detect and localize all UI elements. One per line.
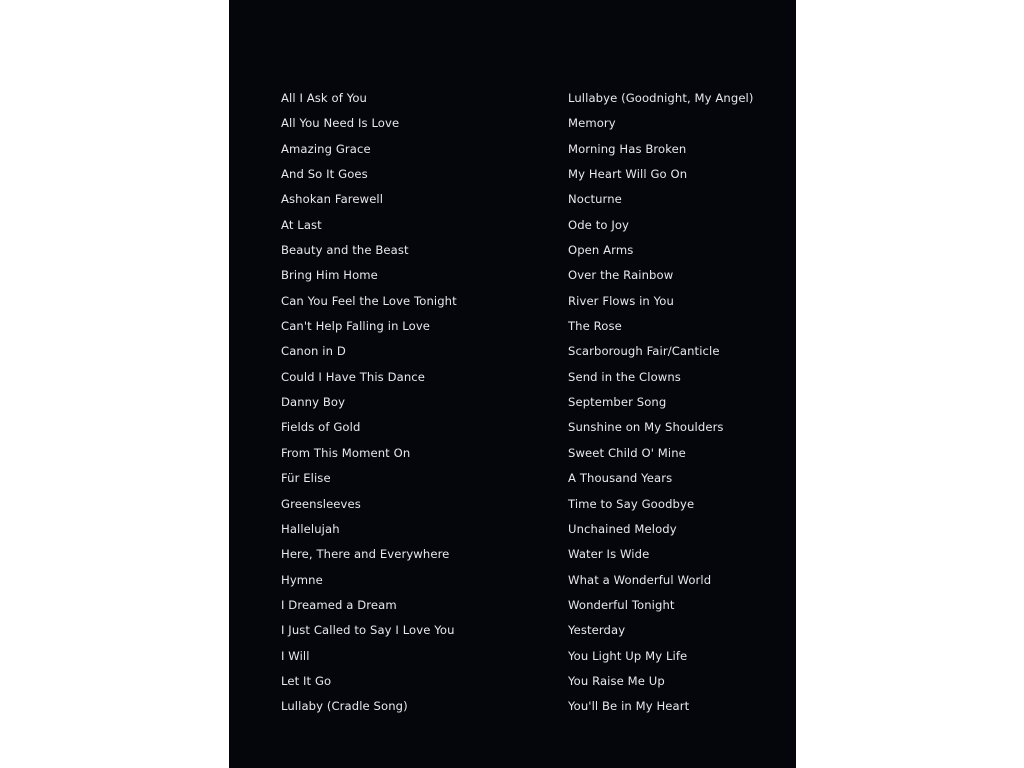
song-title: Over the Rainbow [568, 268, 674, 283]
song-title: I Will [281, 648, 310, 663]
song-title: You'll Be in My Heart [568, 699, 690, 714]
song-list-left-column [281, 88, 457, 722]
song-title: The Rose [568, 319, 622, 334]
song-title: Water Is Wide [568, 547, 650, 562]
song-title: Lullabye (Goodnight, My Angel) [568, 91, 754, 105]
song-title: Ode to Joy [568, 217, 630, 232]
song-title: And So It Goes [281, 167, 368, 182]
song-title: I Just Called to Say I Love You [281, 623, 455, 638]
song-title: Hallelujah [281, 521, 340, 536]
song-title: A Thousand Years [568, 471, 673, 486]
song-title: I Dreamed a Dream [281, 597, 397, 612]
song-list-page [229, 0, 796, 768]
song-title: My Heart Will Go On [568, 167, 688, 182]
song-title: From This Moment On [281, 445, 411, 460]
song-title: Lullaby (Cradle Song) [281, 699, 408, 714]
song-title: Open Arms [568, 243, 634, 258]
song-title: Nocturne [568, 192, 622, 207]
song-title: Canon in D [281, 344, 346, 359]
song-title: All You Need Is Love [281, 116, 400, 131]
song-title: Wonderful Tonight [568, 597, 675, 612]
song-title: September Song [568, 395, 667, 410]
song-title: Sweet Child O' Mine [568, 445, 686, 460]
song-title: Ashokan Farewell [281, 192, 384, 207]
song-title: Greensleeves [281, 496, 361, 511]
song-title: Danny Boy [281, 395, 346, 410]
song-title: Memory [568, 116, 616, 131]
song-title: Amazing Grace [281, 141, 371, 156]
song-title: At Last [281, 217, 322, 232]
song-title: Sunshine on My Shoulders [568, 420, 724, 435]
song-title: All I Ask of You [281, 91, 367, 105]
song-title: Fields of Gold [281, 420, 361, 435]
song-title: Here, There and Everywhere [281, 547, 450, 562]
song-title: You Raise Me Up [568, 673, 665, 688]
song-title: Can You Feel the Love Tonight [281, 293, 457, 308]
song-title: Beauty and the Beast [281, 243, 409, 258]
song-title: Can't Help Falling in Love [281, 319, 431, 334]
song-title: Let It Go [281, 673, 332, 688]
song-title: Scarborough Fair/Canticle [568, 344, 720, 359]
song-title: Time to Say Goodbye [568, 496, 695, 511]
song-title: Für Elise [281, 471, 331, 486]
song-list-right-column [568, 88, 754, 722]
song-title: You Light Up My Life [568, 648, 688, 663]
song-title: What a Wonderful World [568, 572, 712, 587]
song-title: Could I Have This Dance [281, 369, 425, 384]
song-title: Unchained Melody [568, 521, 677, 536]
song-title: Yesterday [568, 623, 626, 638]
song-title: Send in the Clowns [568, 369, 681, 384]
song-title: Morning Has Broken [568, 141, 687, 156]
song-title: Bring Him Home [281, 268, 378, 283]
song-title: Hymne [281, 572, 323, 587]
song-title: River Flows in You [568, 293, 674, 308]
